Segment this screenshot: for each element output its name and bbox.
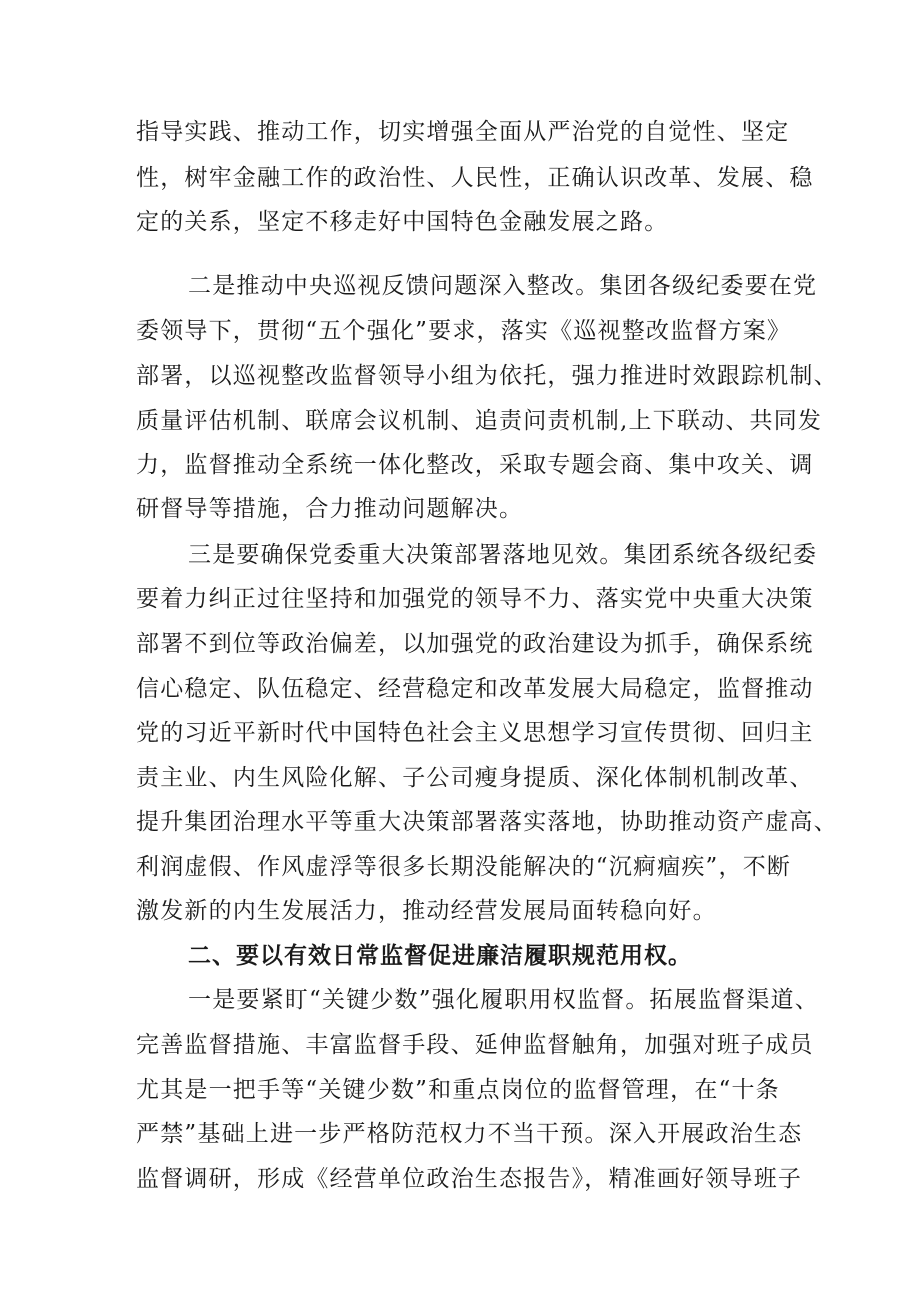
text-line: 质量评估机制、联席会议机制、追责问责机制,上下联动、共同发: [136, 408, 823, 434]
text-line: 信心稳定、队伍稳定、经营稳定和改革发展大局稳定，监督推动: [136, 676, 814, 702]
section-heading: 二、要以有效日常监督促进廉洁履职规范用权。: [188, 943, 692, 969]
text-line: 要着力纠正过往坚持和加强党的领导不力、落实党中央重大决策: [136, 586, 814, 612]
text-line: 力，监督推动全系统一体化整改，采取专题会商、集中攻关、调: [136, 452, 814, 478]
text-line: 性，树牢金融工作的政治性、人民性，正确认识改革、发展、稳: [136, 165, 814, 191]
text-line: 监督调研，形成《经营单位政治生态报告》，精准画好领导班子: [136, 1166, 803, 1192]
text-line: 激发新的内生发展活力，推动经营发展局面转稳向好。: [136, 898, 717, 924]
text-line: 指导实践、推动工作，切实增强全面从严治党的自觉性、坚定: [136, 119, 790, 145]
text-line: 部署不到位等政治偏差，以加强党的政治建设为抓手，确保系统: [136, 631, 814, 657]
text-line: 二是推动中央巡视反馈问题深入整改。集团各级纪委要在党: [188, 273, 818, 299]
text-line: 三是要确保党委重大决策部署落地见效。集团系统各级纪委: [188, 542, 818, 568]
text-line: 责主业、内生风险化解、子公司瘦身提质、深化体制机制改革、: [136, 765, 814, 791]
text-line: 完善监督措施、丰富监督手段、延伸监督触角，加强对班子成员: [136, 1032, 814, 1058]
text-line: 尤其是一把手等“关键少数”和重点岗位的监督管理，在“十条: [136, 1077, 780, 1103]
text-line: 党的习近平新时代中国特色社会主义思想学习宣传贯彻、回归主: [136, 720, 814, 746]
text-line: 委领导下，贯彻“五个强化”要求，落实《巡视整改监督方案》: [136, 318, 792, 344]
text-line: 部署，以巡视整改监督领导小组为依托，强力推进时效跟踪机制、: [136, 363, 838, 389]
text-line: 定的关系，坚定不移走好中国特色金融发展之路。: [136, 209, 669, 235]
text-line: 一是要紧盯“关键少数”强化履职用权监督。拓展监督渠道、: [188, 987, 819, 1013]
text-line: 严禁”基础上进一步严格防范权力不当干预。深入开展政治生态: [136, 1121, 803, 1147]
text-line: 研督导等措施，合力推动问题解决。: [136, 496, 524, 522]
text-line: 利润虚假、作风虚浮等很多长期没能解决的“沉痾痼疾”，不断: [136, 854, 792, 880]
text-line: 提升集团治理水平等重大决策部署落实落地，协助推动资产虚高、: [136, 809, 838, 835]
